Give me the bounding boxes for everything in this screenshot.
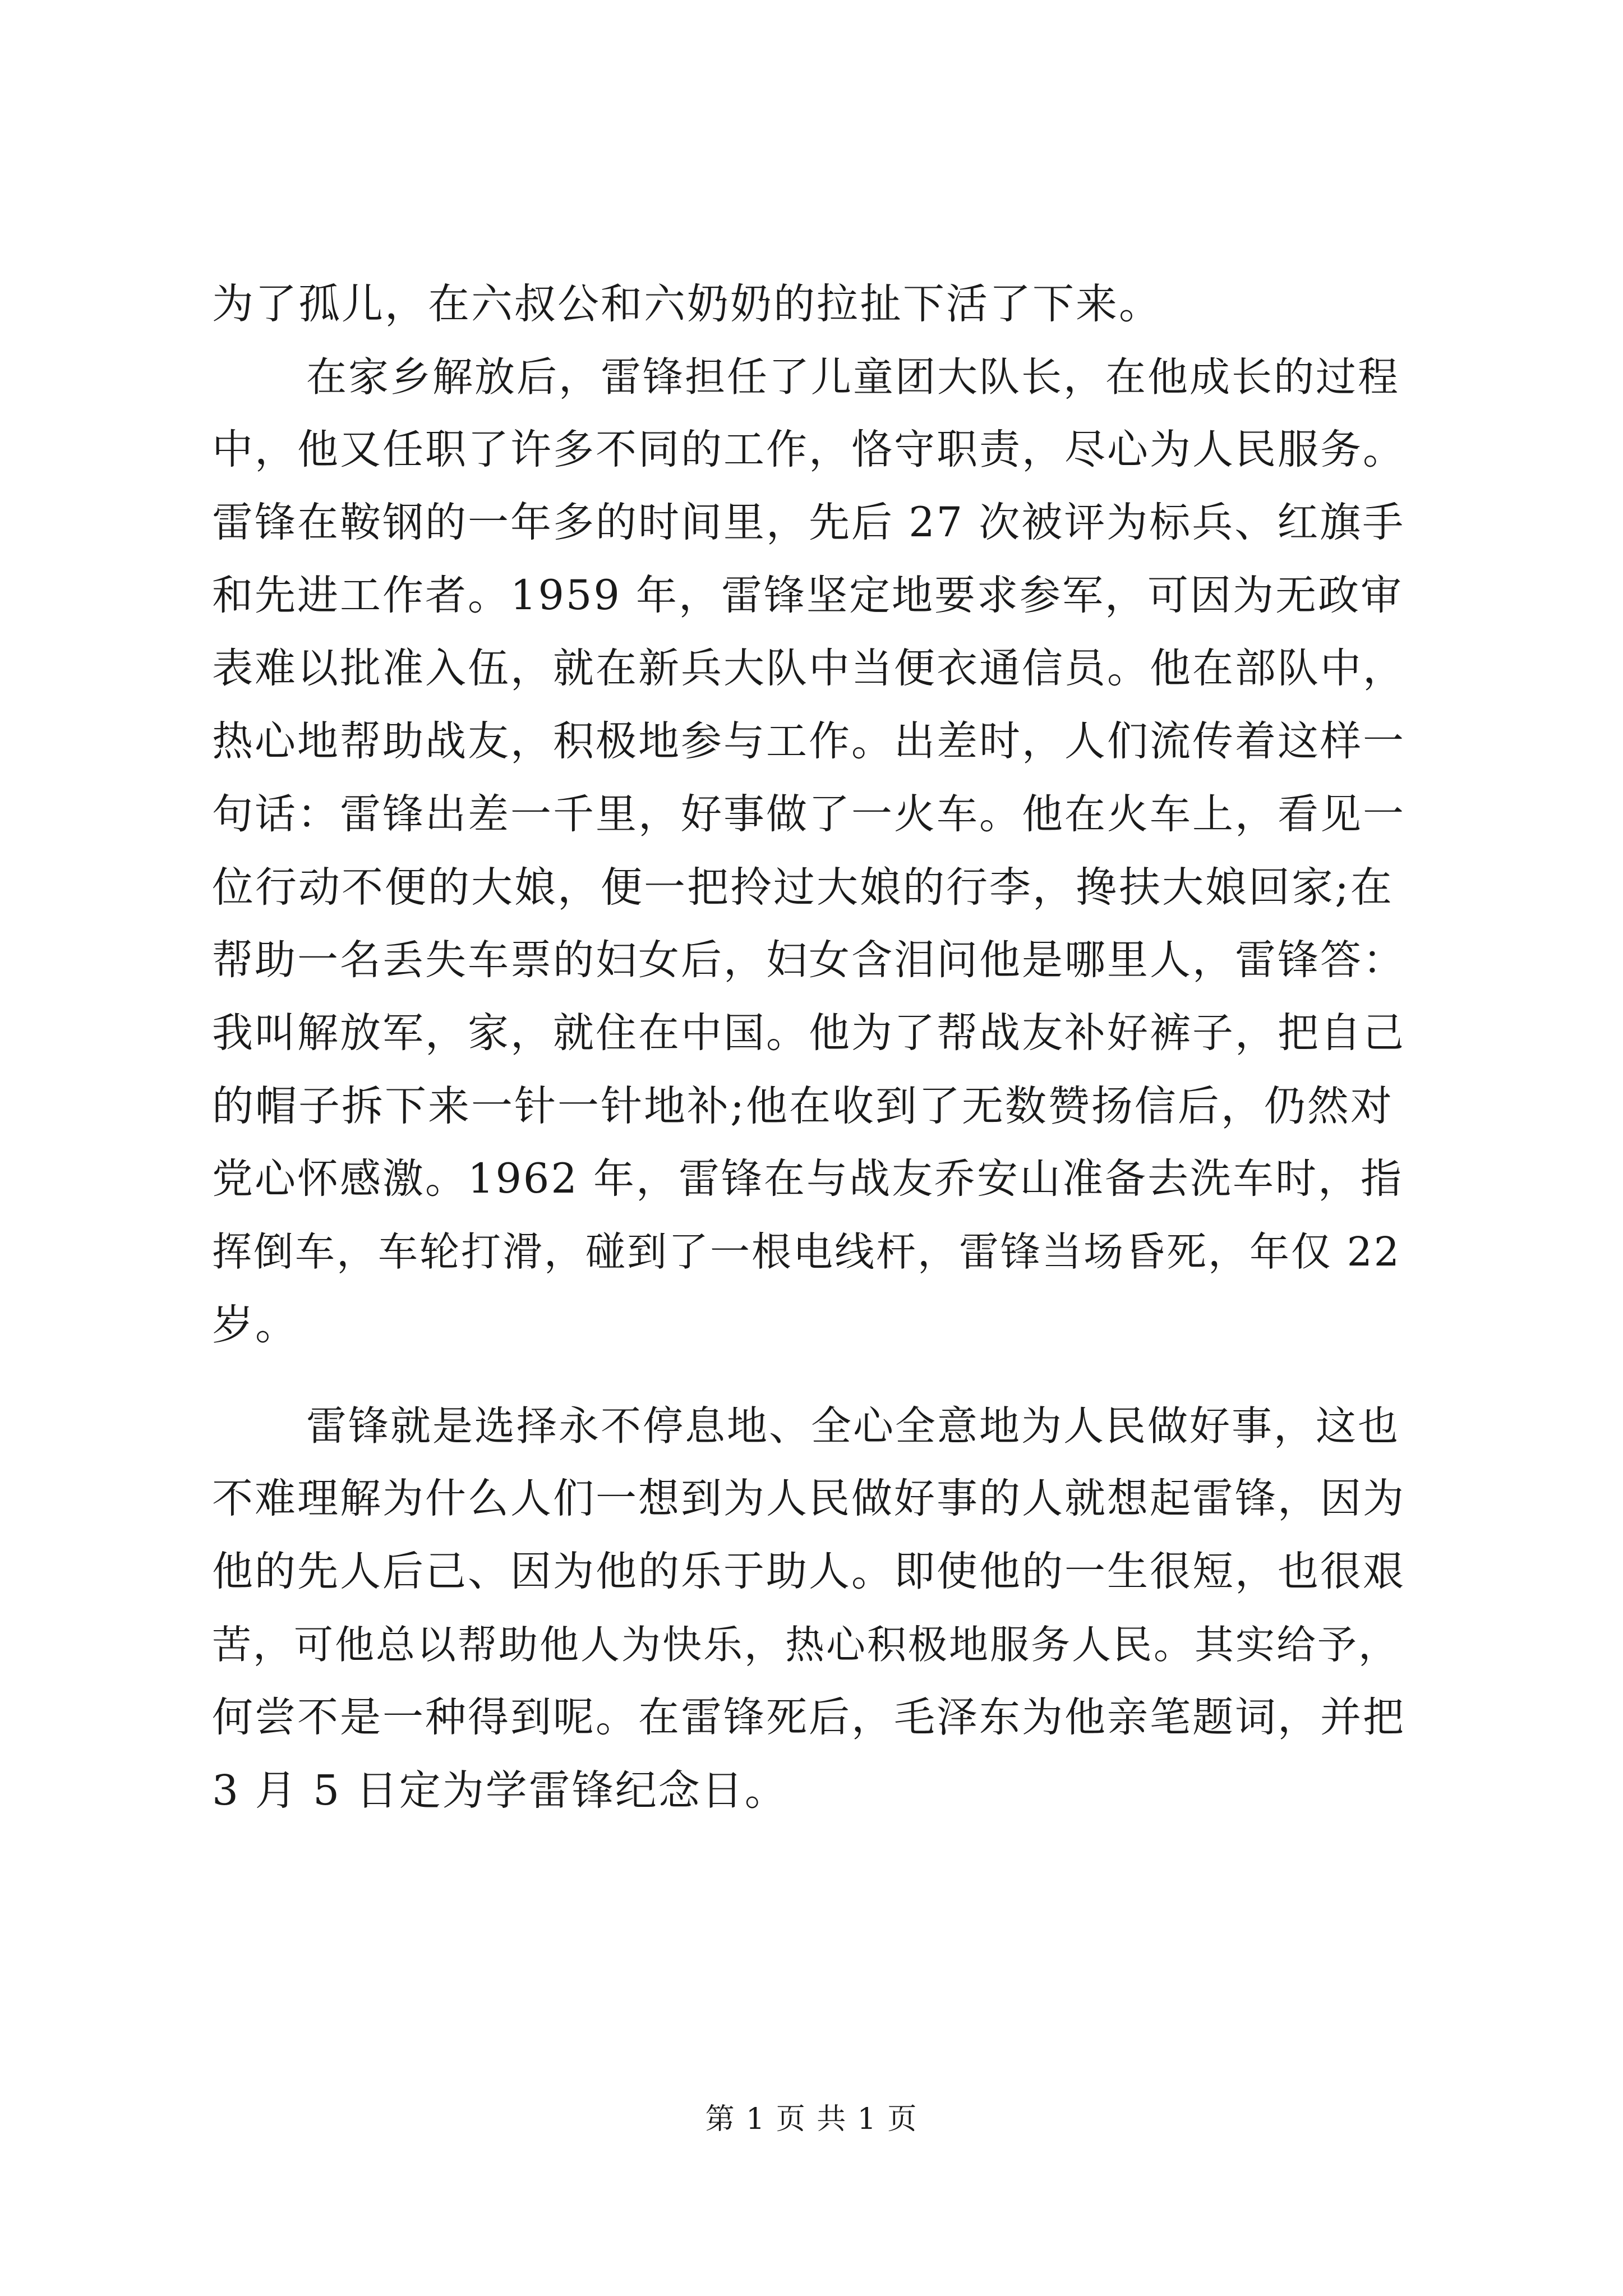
text-line-9: 位行动不便的大娘，便一把拎过大娘的行李，搀扶大娘回家;在 xyxy=(212,863,1394,912)
text-line-8: 句话：雷锋出差一千里，好事做了一火车。他在火车上，看见一 xyxy=(212,790,1405,838)
text-line-12: 的帽子拆下来一针一针地补;他在收到了无数赞扬信后，仍然对 xyxy=(212,1082,1394,1130)
text-line-14: 挥倒车，车轮打滑，碰到了一根电线杆，雷锋当场昏死，年仅 22 xyxy=(212,1228,1401,1275)
text-line-18: 他的先人后己、因为他的乐于助人。即使他的一生很短，也很艰 xyxy=(212,1548,1405,1595)
text-line-15: 岁。 xyxy=(212,1301,298,1349)
text-line-19: 苦，可他总以帮助他人为快乐，热心积极地服务人民。其实给予， xyxy=(212,1622,1399,1668)
text-line-7: 热心地帮助战友，积极地参与工作。出差时，人们流传着这样一 xyxy=(212,717,1405,765)
text-line-5: 和先进工作者。1959 年，雷锋坚定地要求参军，可因为无政审 xyxy=(212,572,1403,619)
text-line-17: 不难理解为什么人们一想到为人民做好事的人就想起雷锋，因为 xyxy=(212,1475,1405,1522)
text-line-4: 雷锋在鞍钢的一年多的时间里，先后 27 次被评为标兵、红旗手 xyxy=(212,499,1405,546)
text-line-11: 我叫解放军，家，就住在中国。他为了帮战友补好裤子，把自己 xyxy=(212,1009,1405,1057)
text-line-6: 表难以批准入伍，就在新兵大队中当便衣通信员。他在部队中， xyxy=(212,645,1405,692)
text-line-16: 雷锋就是选择永不停息地、全心全意地为人民做好事，这也 xyxy=(306,1402,1400,1450)
text-line-3: 中，他又任职了许多不同的工作，恪守职责，尽心为人民服务。 xyxy=(212,426,1405,473)
page-footer: 第 1 页 共 1 页 xyxy=(705,2102,918,2136)
text-line-2: 在家乡解放后，雷锋担任了儿童团大队长，在他成长的过程 xyxy=(306,353,1400,401)
text-line-13: 党心怀感激。1962 年，雷锋在与战友乔安山准备去洗车时，指 xyxy=(212,1155,1403,1203)
text-line-10: 帮助一名丢失车票的妇女后，妇女含泪问他是哪里人，雷锋答： xyxy=(212,936,1405,984)
text-line-20: 何尝不是一种得到呢。在雷锋死后，毛泽东为他亲笔题词，并把 xyxy=(212,1694,1405,1741)
text-line-1: 为了孤儿，在六叔公和六奶奶的拉扯下活了下来。 xyxy=(212,280,1162,328)
text-line-21: 3 月 5 日定为学雷锋纪念日。 xyxy=(212,1766,788,1815)
